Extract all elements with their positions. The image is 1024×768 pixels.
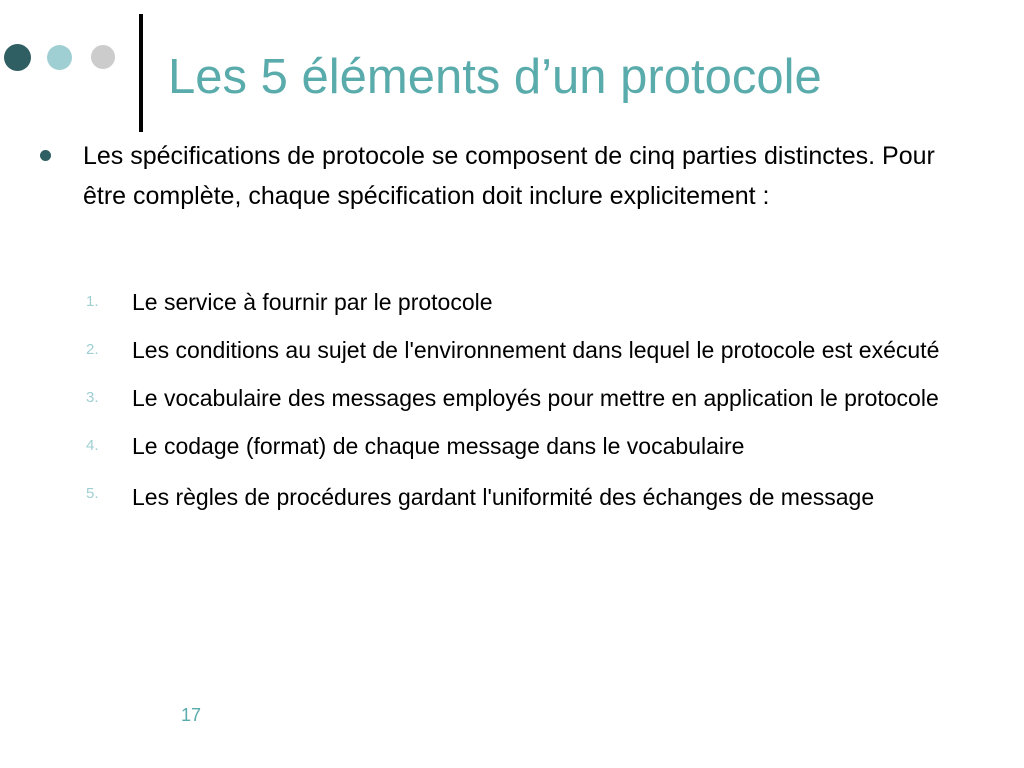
list-item xyxy=(86,330,996,370)
intro-text: Les spécifications de protocole se composent de cinq parties distinctes. Pour être complète, chaque spécification doit inclure explicitement : xyxy=(83,142,935,210)
slide-title: Les 5 éléments d’un protocole xyxy=(168,50,822,104)
list-item-text: Le codage (format) de chaque message dans le vocabulaire xyxy=(132,433,745,459)
list-item-number: 3. xyxy=(86,389,99,406)
list-item xyxy=(86,378,996,418)
list-item-number: 4. xyxy=(86,437,99,454)
title-divider xyxy=(139,14,143,132)
list-item-number: 1. xyxy=(86,293,99,310)
light-teal-dot-icon xyxy=(47,45,72,70)
list-item xyxy=(86,474,996,520)
decorative-dots xyxy=(0,40,130,80)
list-item xyxy=(86,282,996,322)
list-item-text: Le vocabulaire des messages employés pour mettre en application le protocole xyxy=(132,385,939,411)
list-item xyxy=(86,426,996,466)
page-number: 17 xyxy=(181,705,202,725)
list-item-number: 2. xyxy=(86,341,99,358)
dark-teal-dot-icon xyxy=(4,44,31,71)
intro-bullet xyxy=(40,136,990,216)
list-item-text: Le service à fournir par le protocole xyxy=(132,289,493,315)
list-item-text: Les conditions au sujet de l'environnement dans lequel le protocole est exécuté xyxy=(132,337,940,363)
protocol-elements-list xyxy=(86,282,996,528)
list-item-number: 5. xyxy=(86,485,99,502)
list-item-text: Les règles de procédures gardant l'uniformité des échanges de message xyxy=(132,484,875,510)
gray-dot-icon xyxy=(91,45,115,69)
bullet-icon xyxy=(40,150,51,161)
